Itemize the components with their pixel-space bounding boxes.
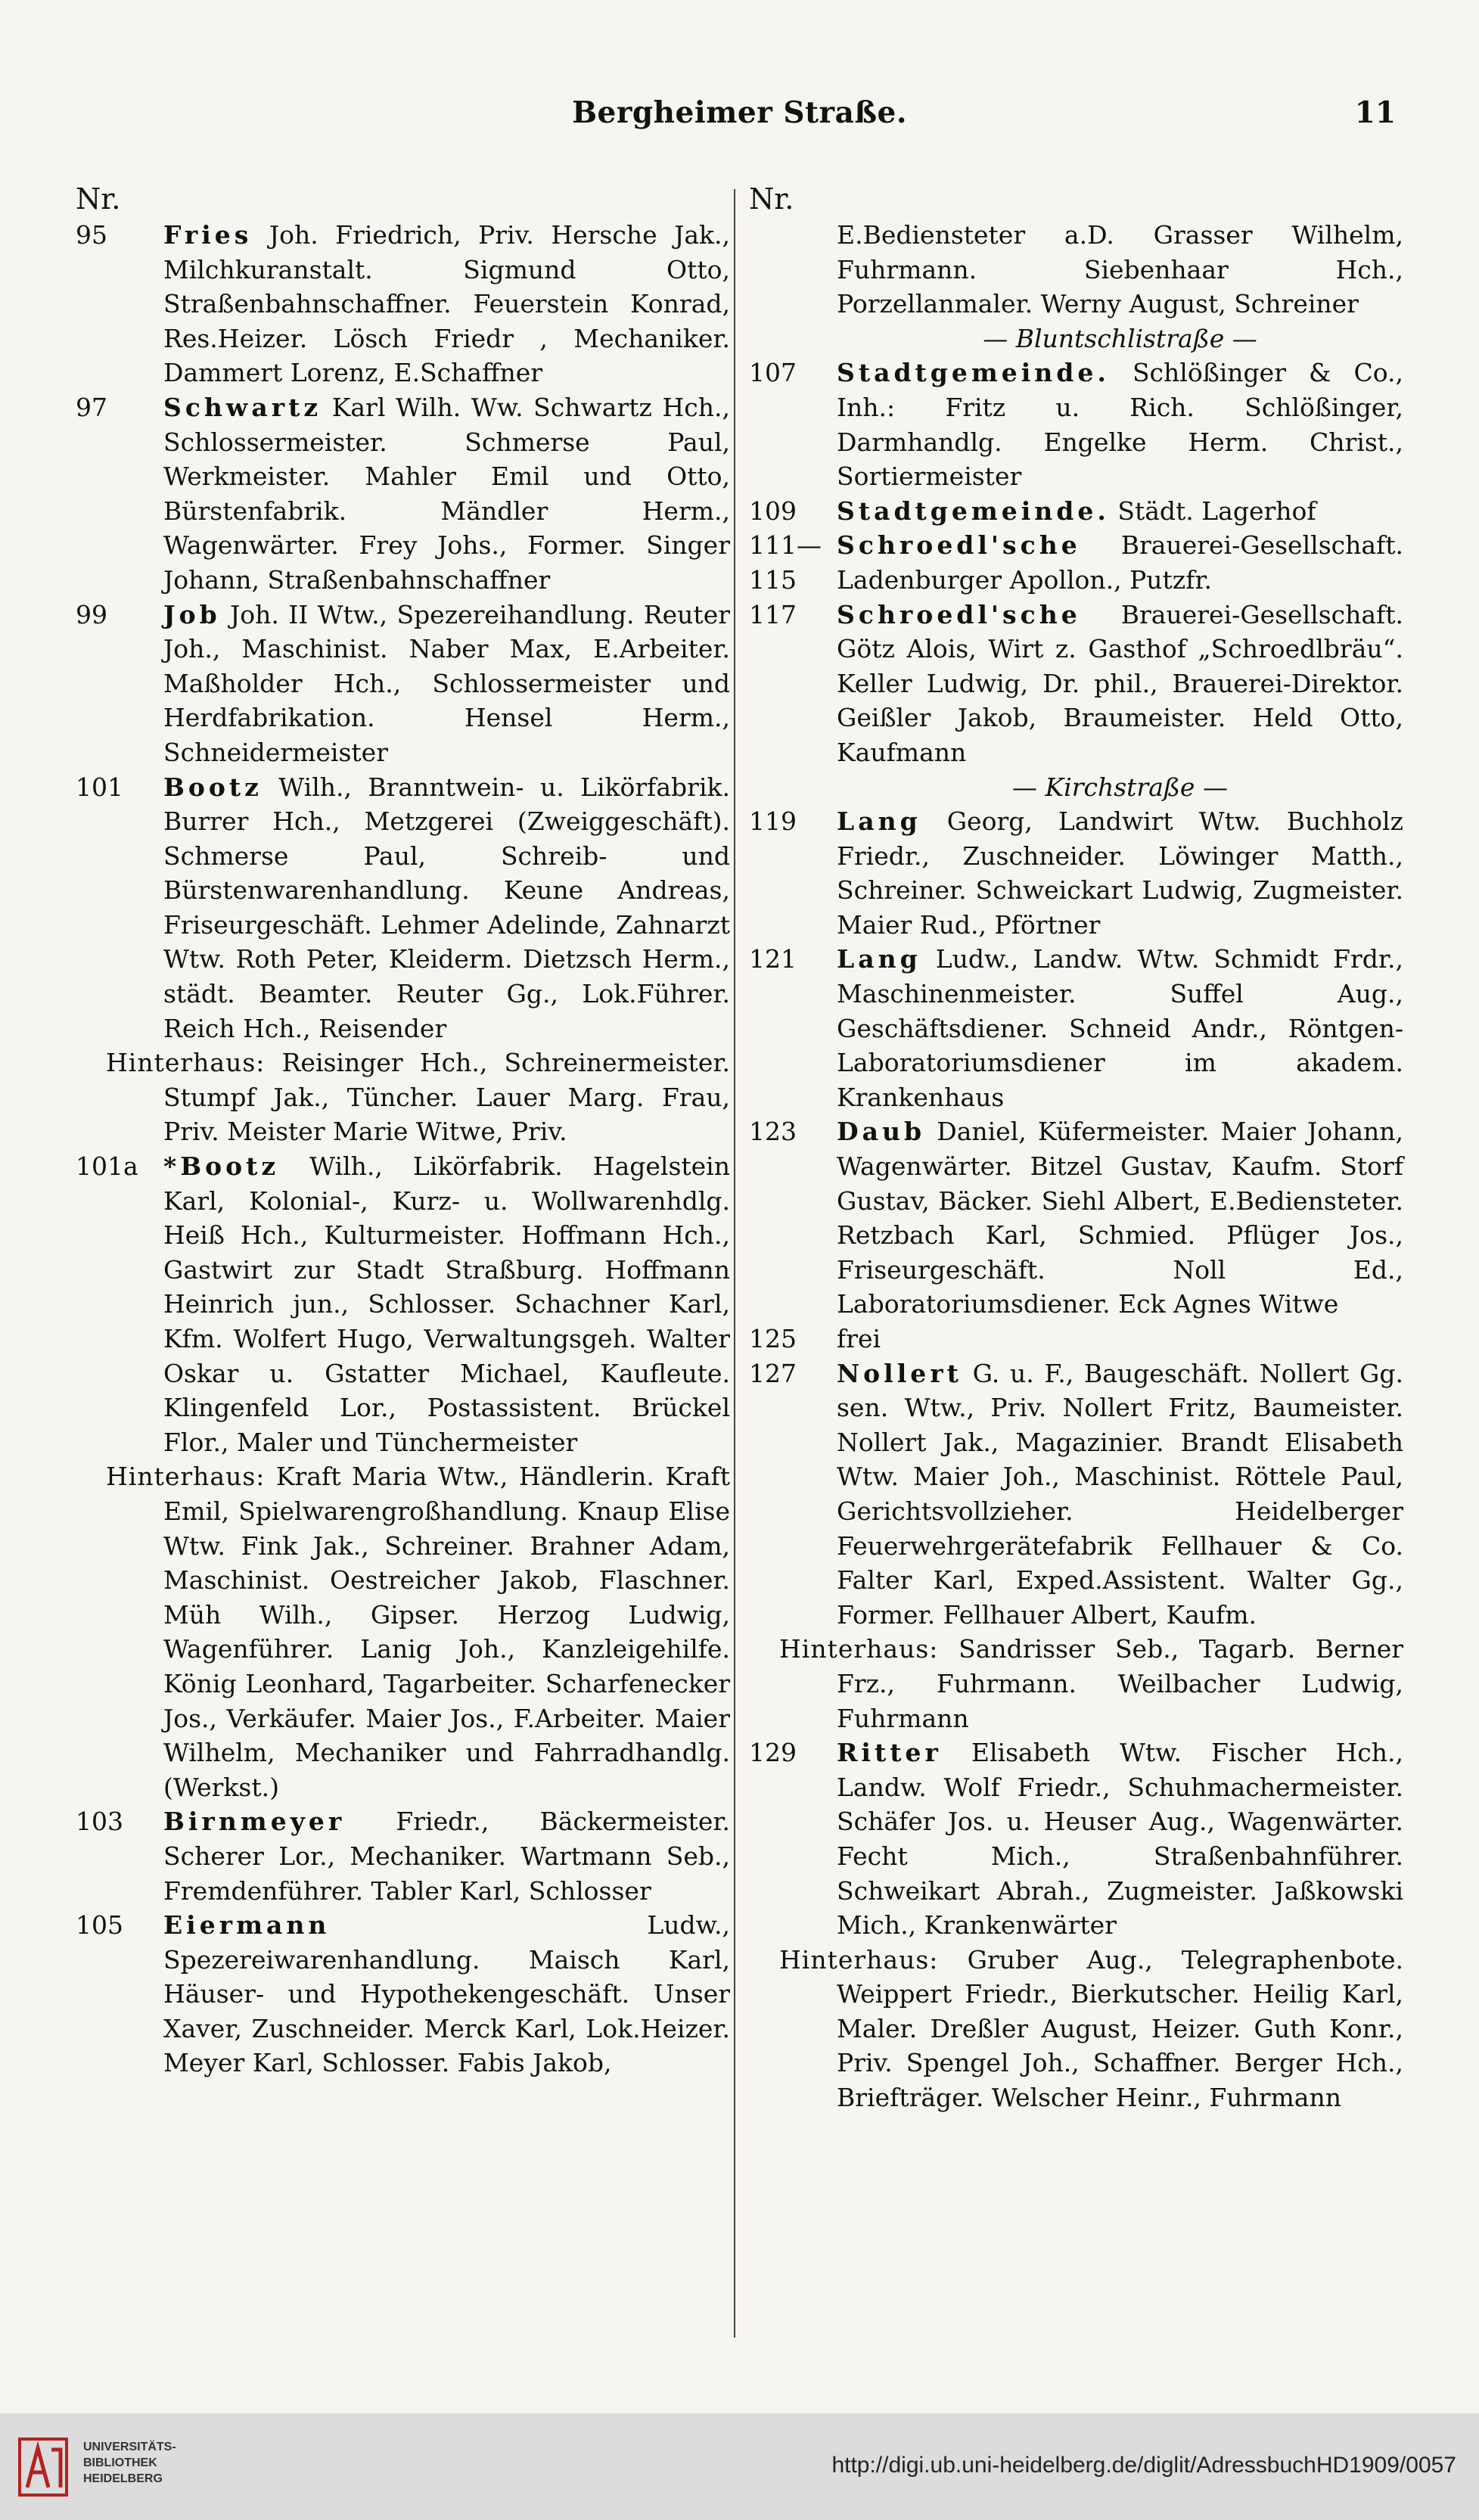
residents-text: Daniel, Küfermeister. Maier Johann, Wagenwärter. Bitzel Gustav, Kaufm. Storf Gustav, Bäcker. Siehl Albert, E.Bediensteter. Retzbach Karl, Schmied. Pflüger Jos., Friseurgeschäft. Noll Ed., Laboratoriumsdiener. Eck Agnes Witwe: [837, 1117, 1403, 1319]
nr-label: Nr.: [749, 182, 794, 216]
library-logo[interactable]: [15, 2435, 212, 2500]
residents-text: Brauerei-Gesellschaft. Ladenburger Apollon., Putzfr.: [837, 530, 1403, 595]
residents-text: Wilh., Likörfabrik. Hagelstein Karl, Kolonial-, Kurz- u. Wollwarenhdlg. Heiß Hch., Kulturmeister. Hoffmann Hch., Gastwirt zur Stadt Straßburg. Hoffmann Heinrich jun., Schlosser. Schachner Karl, Kfm. Wolfert Hugo, Verwaltungsgeh. Walter Oskar u. Gstatter Michael, Kaufleute. Klingenfeld Lor., Postassistent. Brückel Flor., Maler und Tünchermeister: [163, 1151, 730, 1457]
house-entry: [749, 1114, 1403, 1322]
street-divider: — Bluntschlistraße —: [983, 323, 1257, 353]
residents-text: Joh. Friedrich, Priv. Hersche Jak., Milchkuranstalt. Sigmund Otto, Straßenbahnschaffner. Feuerstein Konrad, Res.Heizer. Lösch Friedr , Mechaniker. Dammert Lorenz, E.Schaffner: [163, 220, 730, 388]
rear-building-label: Hinterhaus:: [779, 1634, 939, 1664]
page-number: 11: [1354, 95, 1396, 130]
rear-building-entry: [749, 1943, 1403, 2115]
library-name-line: UNIVERSITÄTS-: [83, 2441, 176, 2453]
residents-text: Elisabeth Wtw. Fischer Hch., Landw. Wolf Friedr., Schuhmachermeister. Schäfer Jos. u. Heuser Aug., Wagenwärter. Fecht Mich., Straßenbahnführer. Schweikart Abrah., Zugmeister. Jaßkowski Mich., Krankenwärter: [837, 1738, 1403, 1940]
house-entry: [76, 1804, 730, 1908]
house-entry: [749, 528, 1403, 597]
house-number: 107: [749, 358, 797, 388]
house-number: 121: [749, 944, 797, 974]
house-number: 127: [749, 1358, 797, 1388]
source-url-link[interactable]: http://digi.ub.uni-heidelberg.de/diglit/AdressbuchHD1909/0057: [831, 2453, 1456, 2478]
house-number: 123: [749, 1117, 797, 1147]
rear-building-label: Hinterhaus:: [106, 1048, 266, 1078]
rear-building-entry: [749, 1632, 1403, 1735]
page-title: Bergheimer Straße.: [572, 95, 907, 130]
owner-name: Stadtgemeinde.: [837, 496, 1110, 526]
owner-name: Lang: [837, 806, 921, 837]
right-column: [749, 182, 1403, 2323]
house-number: 125: [749, 1324, 797, 1353]
residents-text: Ludw., Landw. Wtw. Schmidt Frdr., Maschinenmeister. Suffel Aug., Geschäftsdiener. Schneid Andr., Röntgen-Laboratoriumsdiener im akadem. Krankenhaus: [837, 944, 1403, 1112]
street-divider: — Kirchstraße —: [1012, 772, 1228, 802]
owner-name: Ritter: [837, 1738, 942, 1768]
owner-name: Lang: [837, 944, 921, 974]
house-number: 101: [76, 772, 123, 802]
owner-name: Eiermann: [163, 1910, 331, 1940]
house-entry: [76, 1908, 730, 2080]
residents-text: Brauerei-Gesellschaft. Götz Alois, Wirt z. Gasthof „Schroedlbräu“. Keller Ludwig, Dr. phil., Brauerei-Direktor. Geißler Jakob, Braumeister. Held Otto, Kaufmann: [837, 599, 1403, 767]
rear-building-entry: [76, 1459, 730, 1804]
library-name-line: HEIDELBERG: [83, 2472, 163, 2485]
residents-text: Sandrisser Seb., Tagarb. Berner Frz., Fuhrmann. Weilbacher Ludwig, Fuhrmann: [837, 1634, 1403, 1733]
residents-text: Reisinger Hch., Schreinermeister. Stumpf Jak., Tüncher. Lauer Marg. Frau, Priv. Meister Marie Witwe, Priv.: [163, 1048, 730, 1147]
house-entry: [76, 770, 730, 1046]
rear-building-entry: [76, 1046, 730, 1149]
left-entries: [76, 218, 730, 2080]
library-footer: [0, 2413, 1479, 2520]
column-divider: [734, 189, 735, 2338]
house-number: 119: [749, 806, 797, 837]
rear-building-label: Hinterhaus:: [106, 1462, 266, 1492]
owner-name: Bootz: [163, 772, 263, 802]
residents-text: E.Bediensteter a.D. Grasser Wilhelm, Fuhrmann. Siebenhaar Hch., Porzellanmaler. Werny August, Schreiner: [837, 220, 1403, 319]
house-number: 105: [76, 1910, 123, 1940]
house-number: 101a: [76, 1151, 138, 1182]
residents-text: Schlößinger & Co., Inh.: Fritz u. Rich. Schlößinger, Darmhandlg. Engelke Herm. Christ., Sortiermeister: [837, 358, 1403, 492]
rear-building-label: Hinterhaus:: [779, 1944, 939, 1975]
house-number: 129: [749, 1738, 797, 1768]
owner-name: Birnmeyer: [163, 1807, 346, 1837]
left-column: [76, 182, 730, 2323]
owner-name: Schroedl'sche: [837, 599, 1081, 629]
library-name: [83, 2439, 176, 2487]
house-number: 111—115: [749, 530, 822, 595]
house-entry: [749, 1735, 1403, 1943]
right-entries: [749, 218, 1403, 2115]
continued-entry: [749, 218, 1403, 322]
owner-name: Fries: [163, 220, 253, 250]
house-entry: [76, 218, 730, 390]
residents-text: frei: [837, 1324, 881, 1353]
owner-name: Daub: [837, 1117, 926, 1147]
residents-text: Ludw., Spezereiwarenhandlung. Maisch Karl, Häuser- und Hypothekengeschäft. Unser Xaver, Zuschneider. Merck Karl, Lok.Heizer. Meyer Karl, Schlosser. Fabis Jakob,: [163, 1910, 730, 2078]
residents-text: Georg, Landwirt Wtw. Buchholz Friedr., Zuschneider. Löwinger Matth., Schreiner. Schweickart Ludwig, Zugmeister. Maier Rud., Pförtner: [837, 806, 1403, 940]
residents-text: G. u. F., Baugeschäft. Nollert Gg. sen. Wtw., Priv. Nollert Fritz, Baumeister. Nollert Jak., Magazinier. Brandt Elisabeth Wtw. Maier Joh., Maschinist. Röttele Paul, Gerichtsvollzieher. Heidelberger Feuerwehrgerätefabrik Fellhauer & Co. Falter Karl, Exped.Assistent. Walter Gg., Former. Fellhauer Albert, Kaufm.: [837, 1358, 1403, 1630]
house-entry: [749, 804, 1403, 942]
residents-text: Karl Wilh. Ww. Schwartz Hch., Schlossermeister. Schmerse Paul, Werkmeister. Mahler Emil und Otto, Bürstenfabrik. Mändler Herm., Wagenwärter. Frey Johs., Former. Singer Johann, Straßenbahnschaffner: [163, 392, 730, 595]
residents-text: Friedr., Bäckermeister. Scherer Lor., Mechaniker. Wartmann Seb., Fremdenführer. Tabler Karl, Schlosser: [163, 1807, 730, 1906]
nr-label: Nr.: [76, 182, 121, 216]
house-entry: [76, 598, 730, 770]
residents-text: Joh. II Wtw., Spezereihandlung. Reuter Joh., Maschinist. Naber Max, E.Arbeiter. Maßholder Hch., Schlossermeister und Herdfabrikation. Hensel Herm., Schneidermeister: [163, 599, 730, 767]
house-number: 95: [76, 220, 107, 250]
house-entry: [749, 1322, 1403, 1356]
library-name-line: BIBLIOTHEK: [83, 2456, 157, 2469]
residents-text: Wilh., Branntwein- u. Likörfabrik. Burrer Hch., Metzgerei (Zweiggeschäft). Schmerse Paul, Schreib- und Bürstenwarenhandlung. Keune Andreas, Friseurgeschäft. Lehmer Adelinde, Zahnarzt Wtw. Roth Peter, Kleiderm. Dietzsch Herm., städt. Beamter. Reuter Gg., Lok.Führer. Reich Hch., Reisender: [163, 772, 730, 1043]
owner-name: *Bootz: [163, 1151, 280, 1182]
university-seal-icon: [15, 2435, 76, 2500]
house-number: 117: [749, 599, 797, 629]
residents-text: Kraft Maria Wtw., Händlerin. Kraft Emil, Spielwarengroßhandlung. Knaup Elise Wtw. Fink Jak., Schreiner. Brahner Adam, Maschinist. Oestreicher Jakob, Flaschner. Müh Wilh., Gipser. Herzog Ludwig, Wagenführer. Lanig Joh., Kanzleigehilfe. König Leonhard, Tagarbeiter. Scharfenecker Jos., Verkäufer. Maier Jos., F.Arbeiter. Maier Wilhelm, Mechaniker und Fahrradhandlg. (Werkst.): [163, 1462, 730, 1802]
owner-name: Schroedl'sche: [837, 530, 1081, 561]
page-header: [0, 91, 1479, 136]
house-entry: [749, 356, 1403, 493]
house-number: 103: [76, 1807, 123, 1837]
owner-name: Job: [163, 599, 221, 629]
owner-name: Nollert: [837, 1358, 962, 1388]
house-entry: [749, 1356, 1403, 1633]
house-number: 99: [76, 599, 107, 629]
residents-text: Gruber Aug., Telegraphenbote. Weippert Friedr., Bierkutscher. Heilig Karl, Maler. Dreßler August, Heizer. Guth Konr., Priv. Spengel Joh., Schaffner. Berger Hch., Briefträger. Welscher Heinr., Fuhrmann: [837, 1944, 1403, 2113]
house-entry: [749, 598, 1403, 770]
residents-text: Städt. Lagerhof: [1117, 496, 1316, 526]
owner-name: Schwartz: [163, 392, 322, 422]
house-number: 109: [749, 496, 797, 526]
house-entry: [749, 942, 1403, 1114]
house-number: 97: [76, 392, 107, 422]
house-entry: [76, 1149, 730, 1459]
house-entry: [749, 494, 1403, 529]
owner-name: Stadtgemeinde.: [837, 358, 1110, 388]
house-entry: [76, 390, 730, 598]
